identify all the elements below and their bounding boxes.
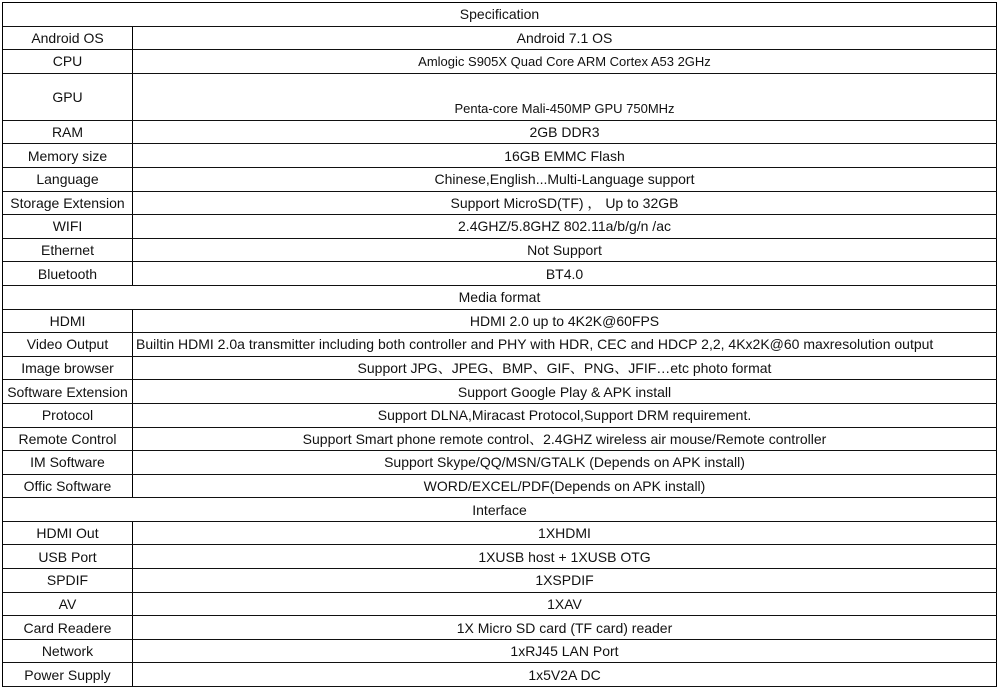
row-label: HDMI Out <box>3 522 133 545</box>
row-value: 1x5V2A DC <box>133 663 997 686</box>
table-row-av <box>3 593 997 617</box>
table-row-usb-port <box>3 545 997 569</box>
row-value: Penta-core Mali-450MP GPU 750MHz <box>133 74 997 120</box>
table-row-ethernet <box>3 239 997 263</box>
table-row-hdmi-out <box>3 522 997 546</box>
row-label: IM Software <box>3 451 133 474</box>
row-label: Memory size <box>3 144 133 167</box>
row-value: Support JPG、JPEG、BMP、GIF、PNG、JFIF…etc photo format <box>133 357 997 380</box>
row-label: GPU <box>3 74 133 120</box>
table-row-wifi <box>3 215 997 239</box>
row-label: Android OS <box>3 27 133 50</box>
row-label: WIFI <box>3 215 133 238</box>
row-label: Protocol <box>3 404 133 427</box>
row-label: Storage Extension <box>3 192 133 215</box>
row-value: 1X Micro SD card (TF card) reader <box>133 616 997 639</box>
table-row-network <box>3 640 997 664</box>
row-value: Android 7.1 OS <box>133 27 997 50</box>
row-label: Language <box>3 168 133 191</box>
row-value: HDMI 2.0 up to 4K2K@60FPS <box>133 310 997 333</box>
row-label: HDMI <box>3 310 133 333</box>
section-title: Interface <box>472 501 527 518</box>
row-label: Ethernet <box>3 239 133 262</box>
row-value: Support Google Play & APK install <box>133 380 997 403</box>
table-row-hdmi <box>3 310 997 334</box>
row-value: Support Smart phone remote control、2.4GHZ wireless air mouse/Remote controller <box>133 428 997 451</box>
row-value: BT4.0 <box>133 262 997 285</box>
table-row-offic-software <box>3 475 997 499</box>
table-row-cpu <box>3 50 997 74</box>
table-row-power-supply <box>3 663 997 687</box>
section-header-interface <box>3 498 997 522</box>
section-header-specification <box>3 3 997 27</box>
section-title: Specification <box>459 6 540 23</box>
row-value: 1XHDMI <box>133 522 997 545</box>
row-value: 1XSPDIF <box>133 569 997 592</box>
row-label: Image browser <box>3 357 133 380</box>
row-value: Support DLNA,Miracast Protocol,Support DRM requirement. <box>133 404 997 427</box>
row-value: 1xRJ45 LAN Port <box>133 640 997 663</box>
table-row-android-os <box>3 27 997 51</box>
row-label: SPDIF <box>3 569 133 592</box>
table-row-software-extension <box>3 380 997 404</box>
table-row-image-browser <box>3 357 997 381</box>
row-value: 16GB EMMC Flash <box>133 144 997 167</box>
table-row-memory-size <box>3 144 997 168</box>
table-row-language <box>3 168 997 192</box>
row-label: Card Readere <box>3 616 133 639</box>
row-label: USB Port <box>3 545 133 568</box>
spec-table <box>2 2 997 687</box>
row-value: Chinese,English...Multi-Language support <box>133 168 997 191</box>
row-label: Video Output <box>3 333 133 356</box>
table-row-protocol <box>3 404 997 428</box>
row-value: 1XAV <box>133 593 997 616</box>
section-header-media-format <box>3 286 997 310</box>
row-value: WORD/EXCEL/PDF(Depends on APK install) <box>133 475 997 498</box>
table-row-video-output <box>3 333 997 357</box>
table-row-storage-extension <box>3 192 997 216</box>
section-title: Media format <box>458 289 541 306</box>
row-value: Not Support <box>133 239 997 262</box>
table-row-spdif <box>3 569 997 593</box>
table-row-gpu <box>3 74 997 121</box>
row-value: Support MicroSD(TF) ， Up to 32GB <box>133 192 997 215</box>
table-row-remote-control <box>3 428 997 452</box>
row-value: 1XUSB host + 1XUSB OTG <box>133 545 997 568</box>
row-value: 2GB DDR3 <box>133 121 997 144</box>
row-label: Network <box>3 640 133 663</box>
row-label: CPU <box>3 50 133 73</box>
row-value: 2.4GHZ/5.8GHZ 802.11a/b/g/n /ac <box>133 215 997 238</box>
row-value: Amlogic S905X Quad Core ARM Cortex A53 2GHz <box>133 50 997 73</box>
row-label: Power Supply <box>3 663 133 686</box>
table-row-card-reader <box>3 616 997 640</box>
row-label: AV <box>3 593 133 616</box>
table-row-ram <box>3 121 997 145</box>
row-label: Software Extension <box>3 380 133 403</box>
row-value: Builtin HDMI 2.0a transmitter including both controller and PHY with HDR, CEC and HDCP 2,2, 4Kx2K@60 maxresolution output <box>133 333 997 356</box>
row-value: Support Skype/QQ/MSN/GTALK (Depends on APK install) <box>133 451 997 474</box>
table-row-bluetooth <box>3 262 997 286</box>
row-label: Offic Software <box>3 475 133 498</box>
row-label: RAM <box>3 121 133 144</box>
row-label: Bluetooth <box>3 262 133 285</box>
table-row-im-software <box>3 451 997 475</box>
row-label: Remote Control <box>3 428 133 451</box>
